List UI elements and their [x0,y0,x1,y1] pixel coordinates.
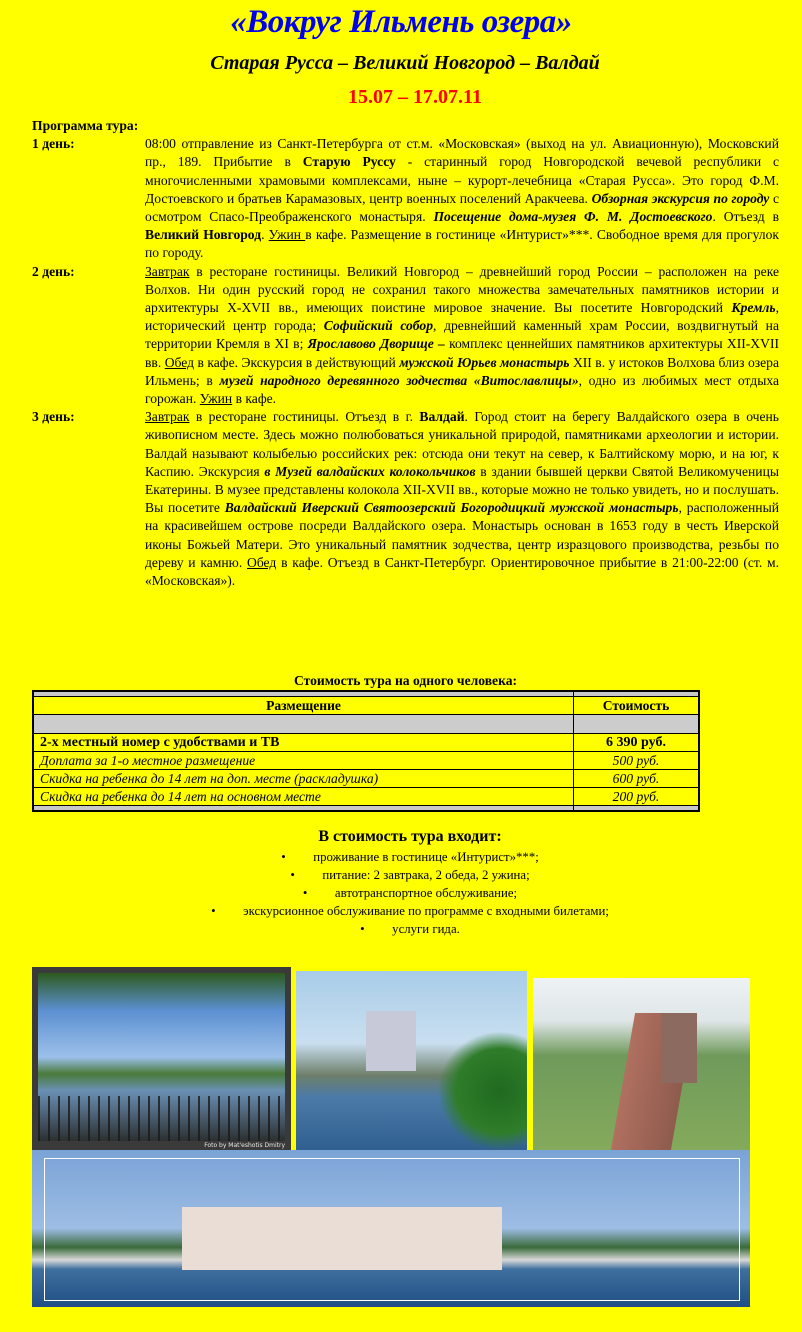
includes-title: В стоимость тура входит: [318,828,502,845]
body-text: , древнейший каменный храм России, воздвигнутый на территории Кремля в XI в; [145,318,779,352]
table-empty-row [33,715,699,734]
body-text: с осмотром Спасо-Преображенского монастыря. [145,190,779,225]
photo-monastery-lake [296,971,527,1151]
body-text: . Отъезд в [712,209,779,225]
body-text: в здании бывшей церкви Святой Великомученицы Екатерины. В музее представлены колокола XII-XVII вв., которые можно не только увидеть, но и послушать. Вы посетите [145,463,779,516]
table-row [33,770,699,788]
header-accommodation: Размещение [33,697,574,715]
body-text: 08:00 отправление из Санкт-Петербурга от ст.м. «Московская» (выход на ул. Авиационную), Московский пр., 189. Прибытие в [145,136,779,170]
day-3 [32,408,779,590]
day-description [145,135,779,262]
meal-text: Ужин [199,391,233,407]
photo-kremlin-wall [533,978,750,1150]
body-text: . Город стоит на берегу Валдайского озера в очень живописном месте. Здесь можно полюбоваться уникальной природой, памятниками археологии и истории. Валдай называют колыбелью российских рек: отсюда они текут на север, к Балтийскому морю, и на юг, к Каспию. Экскурсия [145,409,779,479]
photo-credit: Foto by Mat'eshotis Dmitry [204,1142,285,1149]
day-2 [32,263,779,409]
highlight-text: Посещение дома-музея Ф. М. Достоевского [433,209,713,225]
highlight-text: музей народного деревянного зодчества «Витославлицы» [219,372,579,388]
meal-text: Завтрак [145,409,190,425]
table-row [33,734,699,752]
table-row [33,752,699,770]
price-table [32,690,700,812]
body-text: в ресторане гостиницы. Отъезд в г. [189,409,420,425]
bullet-icon: • [211,904,216,918]
day-description [145,408,779,590]
day-description [145,263,779,409]
row-price: 600 руб. [574,770,700,788]
body-text: , одно из любимых мест отдыха горожан. [145,372,779,407]
photo-river-embankment [32,967,291,1150]
bullet-icon: • [302,886,308,900]
price-caption: Стоимость тура на одного человека: [293,673,518,688]
list-item: • экскурсионное обслуживание по программе с входными билетами; [211,904,609,918]
highlight-text: Ярославово Дворище – [307,336,445,352]
meal-text: Обед [247,554,277,570]
body-text: комплекс ценнейших памятников архитектуры XII-XVII вв. [145,336,779,370]
church [366,1011,416,1071]
body-text: XII в. у истоков Волхова близ озера Ильмень; в [145,354,780,388]
highlight-text: Кремль [731,300,776,316]
meal-text: Ужин [268,227,306,243]
body-text: в кафе. [232,391,277,407]
photo-valdai-monastery [32,1150,750,1307]
row-name: 2-х местный номер с удобствами и ТВ [33,734,574,752]
kremlin-tower [661,1013,697,1083]
highlight-text: Обзорная экскурсия по городу [591,190,770,206]
day-1 [32,135,779,262]
tour-route: Старая Русса – Великий Новгород – Валдай [210,52,600,74]
includes-list [0,848,802,938]
body-text: в кафе. Отъезд в Санкт-Петербург. Ориентировочное прибытие в 21:00-22:00 (ст. м. «Московская»). [145,554,779,589]
program-label: Программа тура: [32,118,139,133]
day-label: 2 день: [32,263,75,279]
bullet-icon: • [290,868,295,882]
highlight-text: мужской Юрьев монастырь [399,354,570,370]
meal-text: Завтрак [145,263,190,279]
table-header-row [33,697,699,715]
body-text: . [261,227,269,243]
meal-text: Обед [164,354,195,370]
bullet-icon: • [281,850,286,864]
bullet-icon: • [360,922,365,936]
highlight-text: Валдай [419,409,465,425]
body-text: , расположенный на красивейшем острове посреди Валдайского озера. Монастырь основан в 1653 году в честь Иверской иконы Божьей Матери. Это уникальный памятник зодчества, центр изразцового производства, резьбы по дереву и камню. [145,500,779,570]
list-item: • автотранспортное обслуживание; [302,886,518,900]
photo-frame [44,1158,740,1301]
row-price: 6 390 руб. [574,734,700,752]
table-row [33,788,699,806]
row-name: Скидка на ребенка до 14 лет на доп. месте (раскладушка) [33,770,574,788]
list-item: • услуги гида. [360,922,460,936]
highlight-text: Софийский собор [323,318,434,334]
day-label: 1 день: [32,136,75,152]
list-item: • проживание в гостинице «Интурист»***; [281,850,539,864]
body-text: , исторический центр города; [145,300,779,334]
table-band [33,806,699,812]
row-name: Скидка на ребенка до 14 лет на основном месте [33,788,574,806]
highlight-text: в Музей валдайских колокольчиков [264,463,476,479]
highlight-text: Старую Руссу [302,154,396,170]
tour-title: «Вокруг Ильмень озера» [230,4,572,40]
header-price: Стоимость [574,697,700,715]
tour-program [32,117,779,590]
includes-section [0,826,802,938]
highlight-text: Валдайский Иверский Святоозерский Богородицкий мужской монастырь [224,500,679,516]
highlight-text: Великий Новгород [145,227,262,243]
row-name: Доплата за 1-о местное размещение [33,752,574,770]
row-price: 200 руб. [574,788,700,806]
railing [38,1096,285,1141]
photo-image [38,973,285,1141]
tour-dates: 15.07 – 17.07.11 [348,86,482,108]
leaves [437,1031,527,1151]
list-item: • питание: 2 завтрака, 2 обеда, 2 ужина; [290,868,530,882]
body-text: в кафе. Экскурсия в действующий [194,354,400,370]
body-text: - старинный город Новгородской вечевой республики с многочисленными храмовыми комплексами, ныне – курорт-лечебница «Старая Русса». Это город Ф.М. Достоевского и братьев Карамазовых, центр военных поселений Аракчеева. [145,154,780,206]
body-text: в кафе. Размещение в гостинице «Интурист»***. Свободное время для прогулок по городу. [145,227,779,261]
day-label: 3 день: [32,409,75,425]
row-price: 500 руб. [574,752,700,770]
body-text: в ресторане гостиницы. Великий Новгород – древнейший город России – расположен на реке Волхов. Ни один русский город не сохранил такого множества замечательных памятников истории и архитектуры X-XVII вв., имеющих поистине мировое значение. Вы посетите Новгородский [145,263,779,316]
